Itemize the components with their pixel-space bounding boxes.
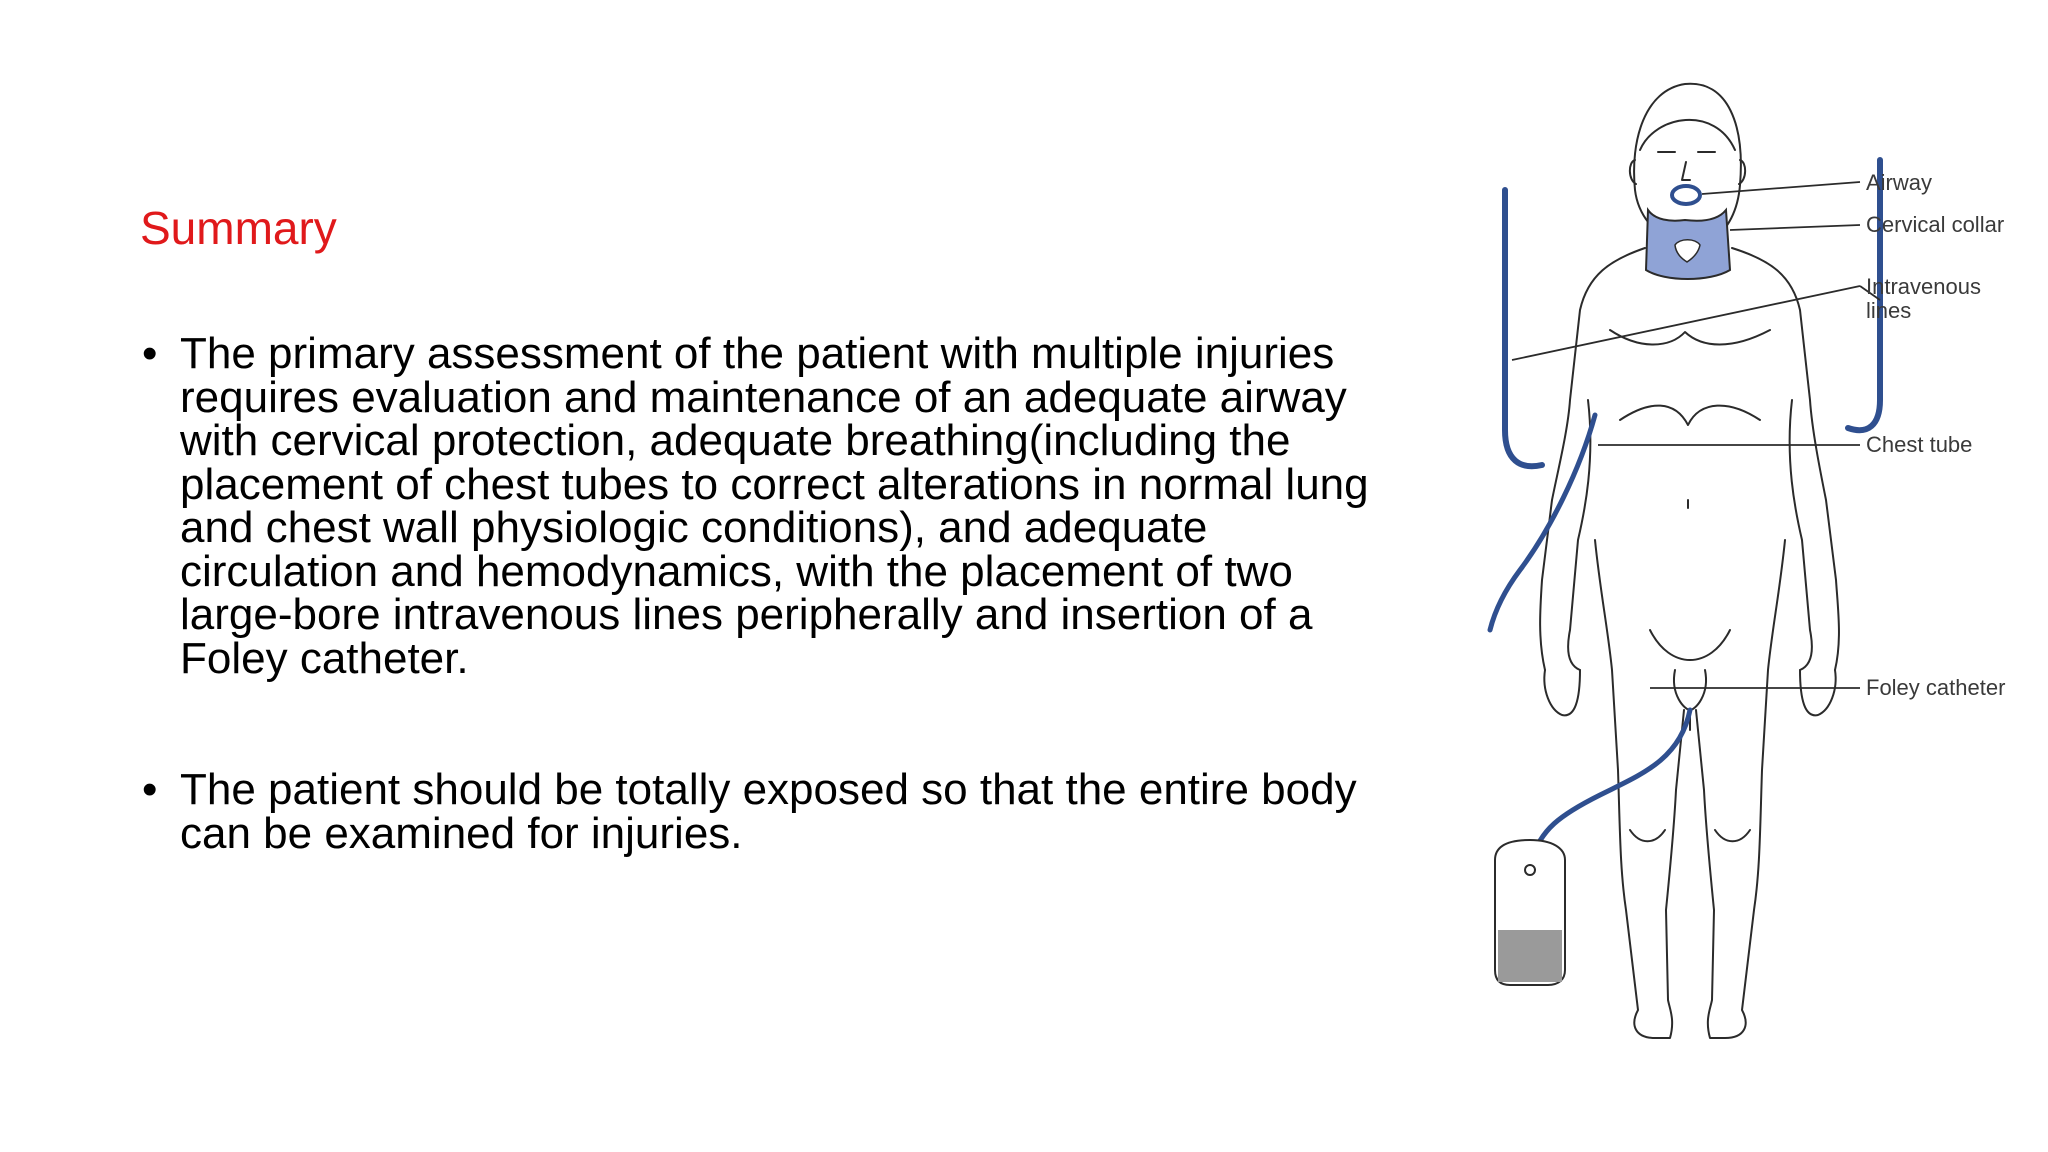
label-intravenous-lines-1: Intravenous [1866, 274, 1981, 299]
slide-title: Summary [140, 202, 337, 254]
bullet-item-exposure [140, 765, 1380, 858]
airway-device [1672, 186, 1700, 204]
bullet-item-primary-assessment [140, 329, 1380, 683]
label-cervical-collar: Cervical collar [1866, 212, 2005, 237]
bullet-text: The primary assessment of the patient with multiple injuries requires evaluation and maintenance of an adequate airway with cervical protection, adequate breathing(including the placement of chest tubes to correct alterations in normal lung and chest wall physiologic conditions), and adequate circulation and hemodynamics, with the placement of two large-bore intravenous lines peripherally and insertion of a Foley catheter. [180, 329, 1369, 683]
bullet-list [140, 329, 1380, 858]
urine-bag [1495, 840, 1565, 985]
label-airway: Airway [1866, 170, 1933, 195]
label-foley-catheter: Foley catheter [1866, 675, 2006, 700]
iv-line-left [1505, 190, 1542, 466]
trauma-patient-figure [1470, 70, 2030, 1060]
foley-catheter-tube [1532, 710, 1690, 860]
trauma-patient-illustration [1470, 70, 2030, 1060]
bullet-text: The patient should be totally exposed so that the entire body can be examined for injuries. [180, 765, 1357, 858]
bullet-marker: • [142, 765, 158, 814]
bullet-marker: • [142, 329, 158, 378]
label-chest-tube: Chest tube [1866, 432, 1973, 457]
label-intravenous-lines-2: lines [1866, 298, 1912, 323]
